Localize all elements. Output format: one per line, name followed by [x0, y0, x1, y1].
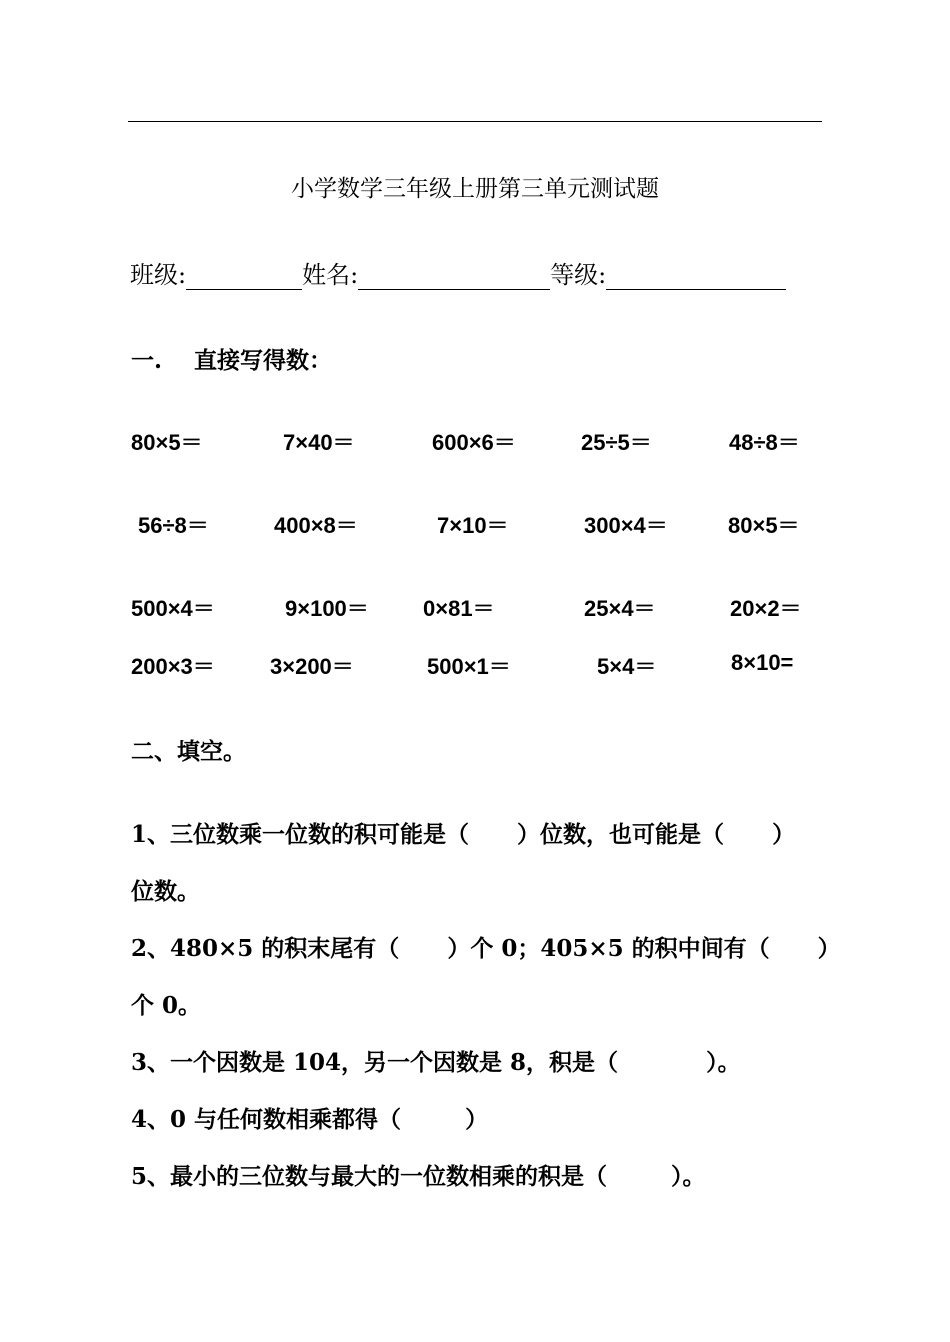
question-1-line-2: 位数。: [131, 878, 200, 905]
calc-item: 20×2＝: [730, 596, 802, 621]
calc-item: 300×4＝: [584, 513, 668, 538]
question-2-line-1: 2、480×5 的积末尾有（ ）个 0；405×5 的积中间有（ ）: [131, 935, 841, 962]
calc-item: 56÷8＝: [138, 513, 209, 538]
calc-item: 400×8＝: [274, 513, 358, 538]
calc-item: 7×40＝: [283, 430, 355, 455]
top-rule: [128, 121, 822, 122]
calc-item: 600×6＝: [432, 430, 516, 455]
calc-item: 500×1＝: [427, 654, 511, 679]
calc-item: 0×81＝: [423, 596, 495, 621]
page-title: 小学数学三年级上册第三单元测试题: [291, 176, 659, 202]
calc-item: 7×10＝: [437, 513, 509, 538]
student-info-row: [130, 255, 786, 290]
calc-item: 25×4＝: [584, 596, 656, 621]
calc-item: 80×5＝: [728, 513, 800, 538]
section-2-heading: 二、填空。: [131, 738, 246, 765]
section-1-heading: 一. 直接写得数：: [131, 347, 333, 374]
calc-item: 8×10=: [731, 650, 794, 675]
question-2-line-2: 个 0。: [131, 992, 202, 1019]
calc-item: 3×200＝: [270, 654, 354, 679]
calc-item: 9×100＝: [285, 596, 369, 621]
class-label: 班级:: [130, 261, 187, 289]
grade-blank[interactable]: [606, 263, 786, 290]
name-blank[interactable]: [358, 263, 550, 290]
question-1-line-1: 1、三位数乘一位数的积可能是（ ）位数，也可能是（ ）: [131, 821, 796, 848]
calc-item: 48÷8＝: [729, 430, 800, 455]
name-label: 姓名:: [302, 261, 359, 289]
calc-item: 5×4＝: [597, 654, 657, 679]
calc-item: 200×3＝: [131, 654, 215, 679]
calc-item: 25÷5＝: [581, 430, 652, 455]
question-3: 3、一个因数是 104，另一个因数是 8，积是（ ）。: [131, 1049, 741, 1076]
grade-label: 等级:: [550, 261, 607, 289]
question-4: 4、0 与任何数相乘都得（ ）: [131, 1106, 489, 1133]
calc-item: 80×5＝: [131, 430, 203, 455]
class-blank[interactable]: [186, 263, 302, 290]
calc-item: 500×4＝: [131, 596, 215, 621]
question-5: 5、最小的三位数与最大的一位数相乘的积是（ ）。: [131, 1163, 706, 1190]
